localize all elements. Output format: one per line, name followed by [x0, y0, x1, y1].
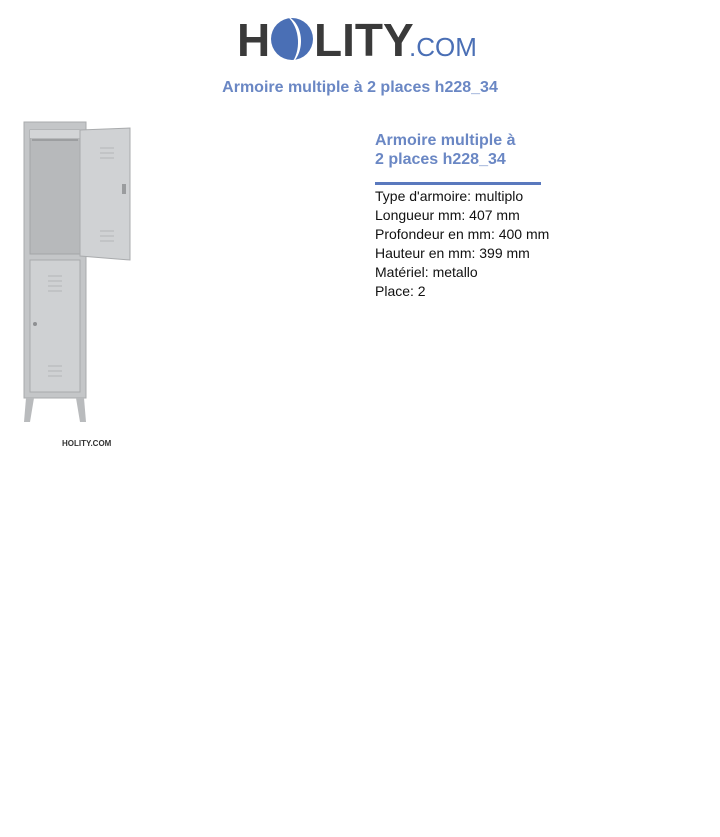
- product-name: [375, 131, 545, 169]
- holity-logo[interactable]: [0, 8, 720, 72]
- small-holity-logo: HOLITY.COM: [62, 439, 112, 448]
- page-title: Armoire multiple à 2 places h228_34: [222, 79, 498, 96]
- logo-letters-lity: LITY: [314, 14, 414, 66]
- spec-item: Type d'armoire: multiplo: [375, 188, 524, 204]
- title-divider: [375, 182, 541, 185]
- spec-item: Hauteur en mm: 399 mm: [375, 245, 530, 261]
- holity-logo-graphic: [235, 8, 485, 72]
- product-name-line-1: Armoire multiple à: [375, 132, 516, 149]
- logo-dotcom: .COM: [409, 32, 477, 62]
- spec-list: [375, 187, 695, 301]
- product-image-locker[interactable]: [18, 116, 138, 456]
- product-info: [375, 131, 695, 301]
- logo-o-globe-icon: [271, 16, 313, 64]
- locker-illustration: [18, 116, 138, 456]
- product-name-line-2: 2 places h228_34: [375, 151, 506, 168]
- spec-item: Matériel: metallo: [375, 264, 478, 280]
- spec-item: Place: 2: [375, 283, 426, 299]
- spec-item: Longueur mm: 407 mm: [375, 207, 520, 223]
- spec-item: Profondeur en mm: 400 mm: [375, 226, 550, 242]
- logo-letter-h: H: [237, 14, 271, 66]
